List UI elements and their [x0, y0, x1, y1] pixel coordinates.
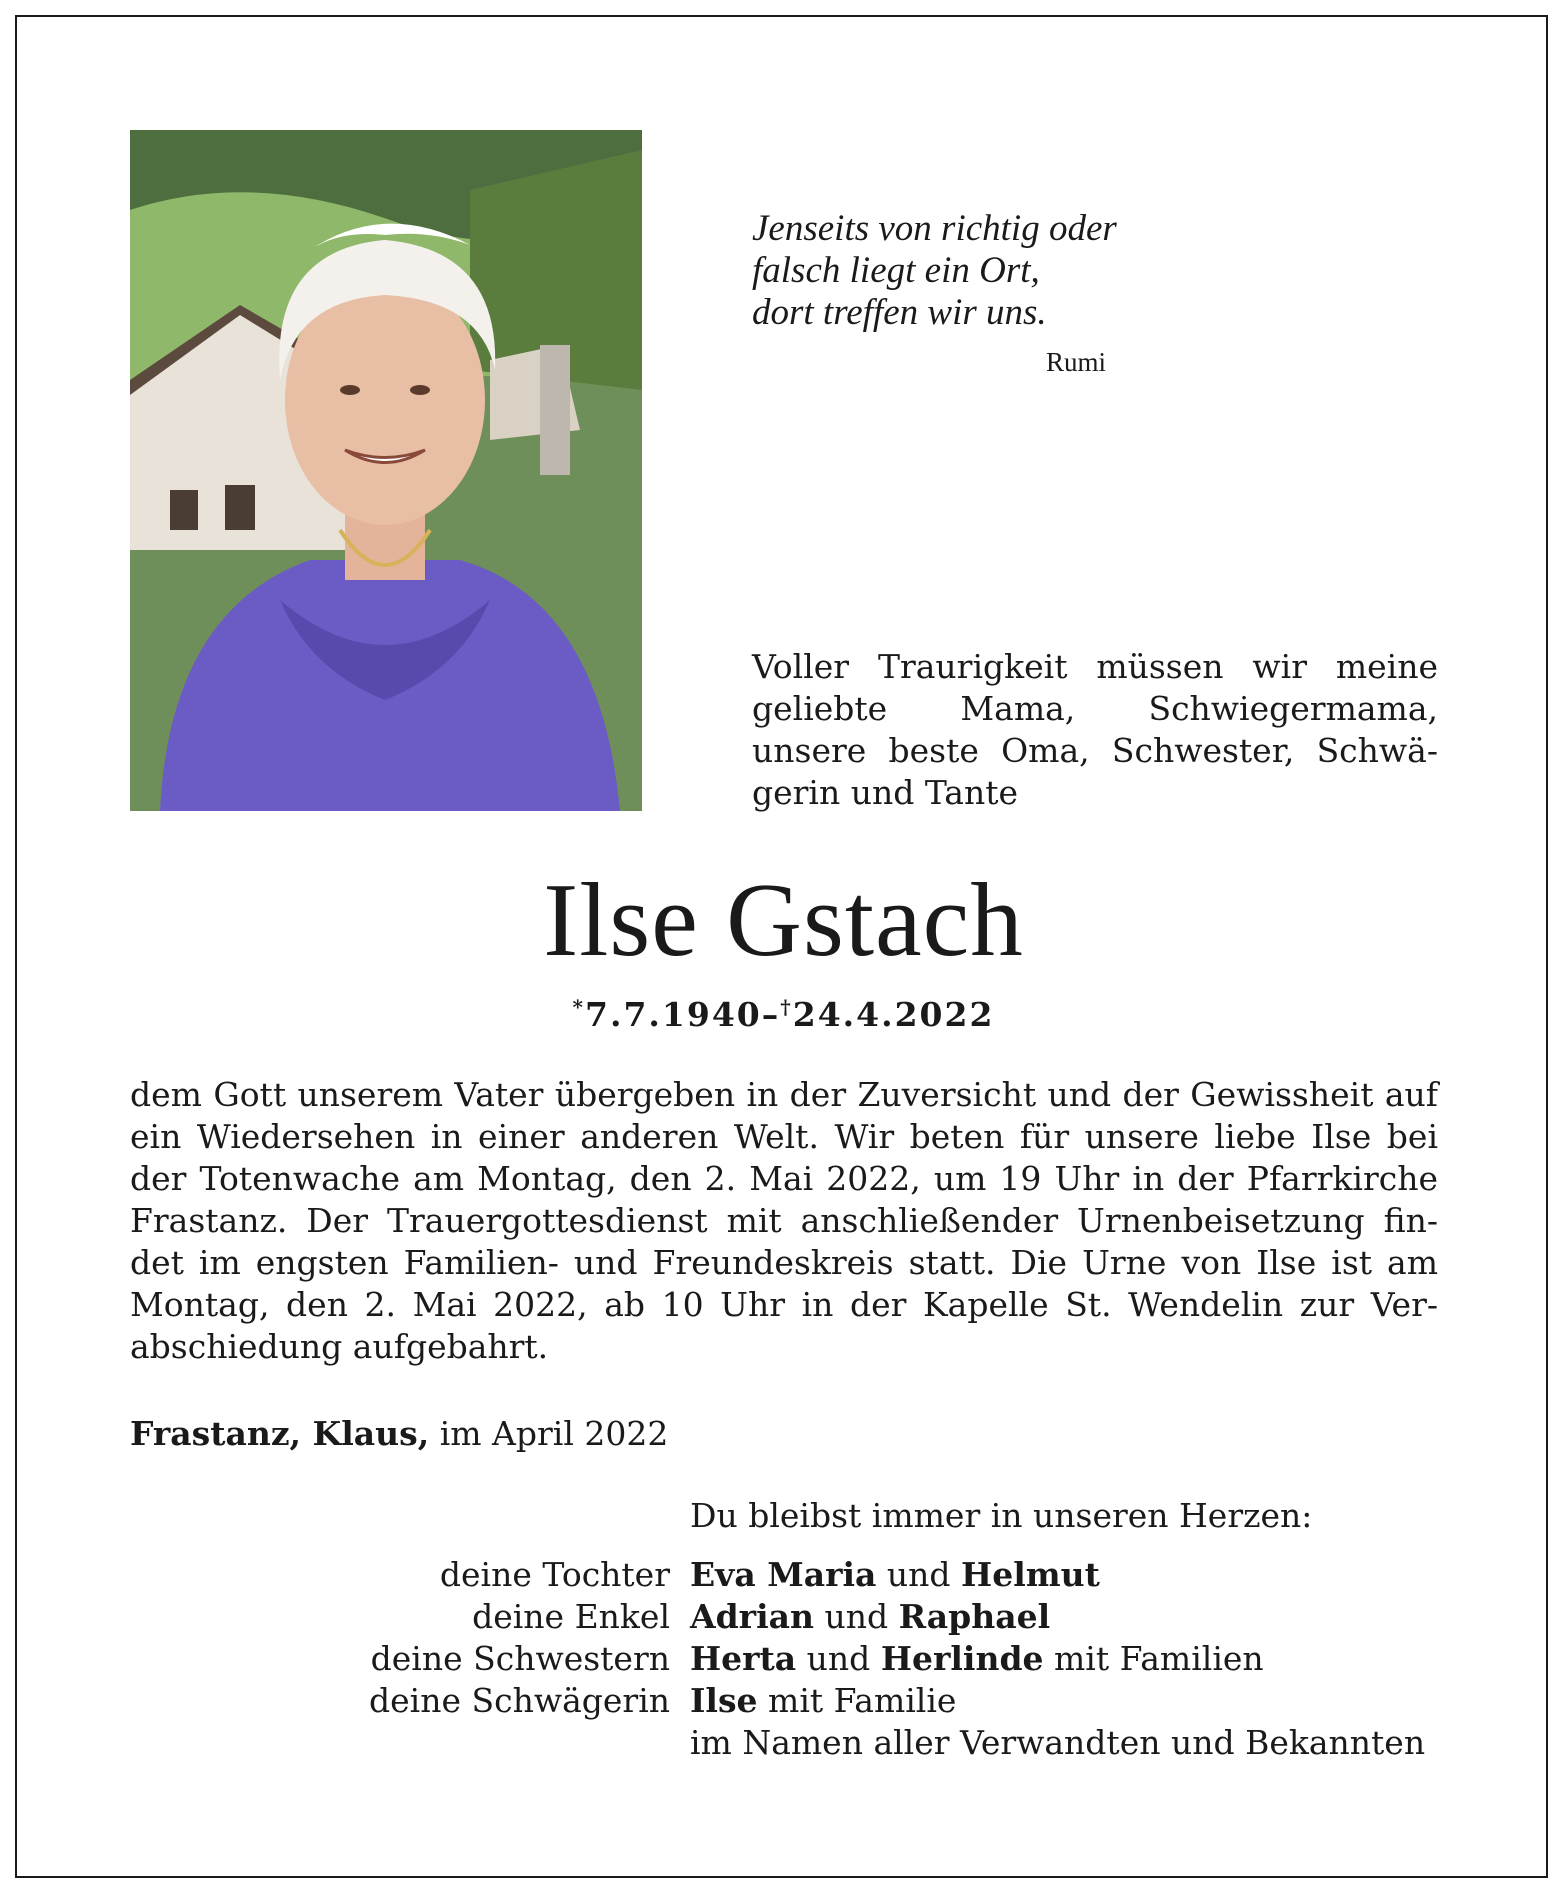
body-line: dem Gott unserem Vater übergeben in der Zuversicht und der Gewissheit auf: [130, 1075, 1438, 1114]
relative-row: [690, 1680, 1425, 1722]
relative-suffix: mit Familien: [1043, 1639, 1264, 1678]
relative-name: Adrian: [690, 1597, 814, 1636]
relative-name: Raphael: [898, 1597, 1051, 1636]
relative-labels: [369, 1554, 670, 1722]
relative-row: [690, 1554, 1425, 1596]
relative-name: Eva Maria: [690, 1555, 877, 1594]
relative-label: deine Schwägerin: [369, 1681, 670, 1720]
life-dates: [0, 995, 1567, 1034]
body-line: Montag, den 2. Mai 2022, ab 10 Uhr in der Kapelle St. Wendelin zur Ver-: [130, 1285, 1438, 1324]
intro-line: unsere beste Oma, Schwester, Schwä-: [752, 731, 1438, 770]
body-line: Frastanz. Der Trauergottesdienst mit anschließender Urnenbeisetzung fin-: [130, 1201, 1438, 1240]
portrait-photo: [130, 130, 642, 811]
place-names: Frastanz, Klaus,: [130, 1414, 430, 1453]
relative-joiner: und: [876, 1555, 962, 1594]
relative-row: [690, 1596, 1425, 1638]
quote-line: dort treffen wir uns.: [752, 292, 1047, 333]
relative-row: [690, 1638, 1425, 1680]
birth-symbol: *: [572, 995, 586, 1019]
relative-name: Helmut: [961, 1555, 1100, 1594]
death-date: 24.4.2022: [792, 995, 995, 1034]
relative-name: Ilse: [690, 1681, 758, 1720]
relative-names: [690, 1554, 1425, 1764]
death-symbol: †: [780, 995, 793, 1019]
quote-line: Jenseits von richtig oder: [752, 208, 1117, 249]
quote-author: Rumi: [1046, 347, 1107, 377]
date-dash: –: [761, 995, 781, 1034]
deceased-name: Ilse Gstach: [543, 861, 1024, 978]
relatives-closing: im Namen aller Verwandten und Bekannten: [690, 1723, 1426, 1762]
relative-label: deine Tochter: [439, 1555, 670, 1594]
relative-label: deine Schwestern: [370, 1639, 670, 1678]
body-line: der Totenwache am Montag, den 2. Mai 2022, um 19 Uhr in der Pfarrkirche: [130, 1159, 1438, 1198]
quote: [752, 208, 1232, 334]
relative-label: deine Enkel: [472, 1597, 670, 1636]
body-line: det im engsten Familien- und Freundeskreis statt. Die Urne von Ilse ist am: [130, 1243, 1438, 1282]
place-month: im April 2022: [429, 1414, 669, 1453]
intro-text: [752, 646, 1438, 814]
relative-joiner: und: [796, 1639, 881, 1678]
relative-suffix: mit Familie: [757, 1681, 957, 1720]
intro-line: Voller Traurigkeit müssen wir meine: [752, 647, 1438, 686]
signoff: Du bleibst immer in unseren Herzen:: [690, 1496, 1313, 1535]
birth-date: 7.7.1940: [585, 995, 762, 1034]
intro-line: geliebte Mama, Schwiegermama,: [752, 689, 1438, 728]
relative-name: Herlinde: [880, 1639, 1044, 1678]
relative-name: Herta: [690, 1639, 797, 1678]
quote-line: falsch liegt ein Ort,: [752, 250, 1040, 291]
body-line: abschiedung aufgebahrt.: [130, 1327, 549, 1366]
place-date: [130, 1414, 668, 1453]
relative-joiner: und: [813, 1597, 899, 1636]
body-line: ein Wiedersehen in einer anderen Welt. Wir beten für unsere liebe Ilse bei: [130, 1117, 1438, 1156]
body-text: [130, 1074, 1438, 1368]
intro-line: gerin und Tante: [752, 773, 1019, 812]
